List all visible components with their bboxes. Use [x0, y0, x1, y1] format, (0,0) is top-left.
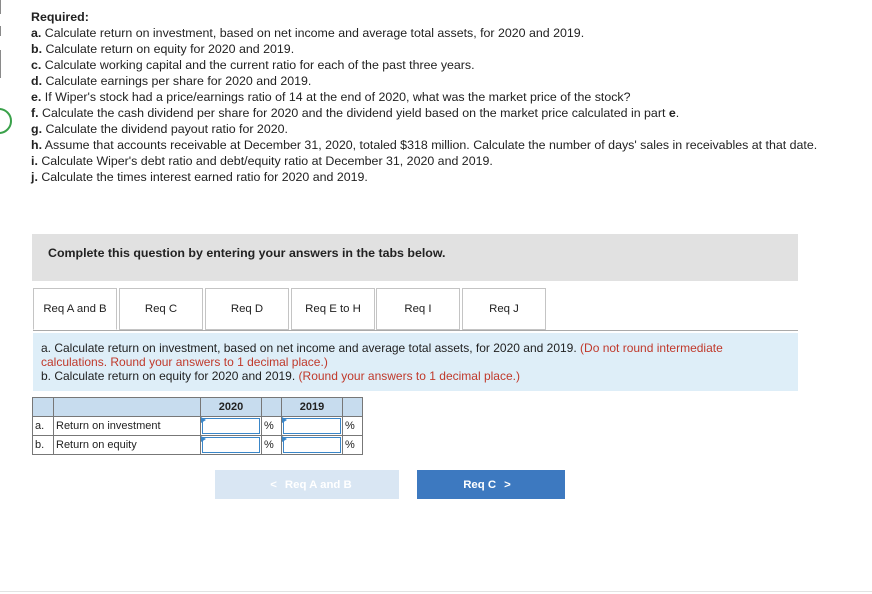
- tab-req-i[interactable]: Req I: [376, 288, 460, 330]
- progress-circle-icon: [0, 108, 12, 134]
- table-row: [33, 417, 363, 436]
- requirement-item: c. Calculate working capital and the current ratio for each of the past three years.: [31, 58, 475, 72]
- row-letter: b.: [33, 436, 54, 455]
- next-req-label: Req C: [463, 478, 497, 491]
- row-letter: a.: [33, 417, 54, 436]
- requirement-item: b. Calculate return on equity for 2020 and 2019.: [31, 42, 295, 56]
- col-header-2020: 2020: [201, 398, 262, 417]
- requirement-item: f. Calculate the cash dividend per share for 2020 and the dividend yield based on the market price calculated in part e.: [31, 106, 680, 120]
- bottom-divider: [0, 591, 872, 592]
- percent-unit: %: [262, 417, 282, 436]
- tab-req-j[interactable]: Req J: [462, 288, 546, 330]
- col-header-2019: 2019: [282, 398, 343, 417]
- tab-req-d[interactable]: Req D: [205, 288, 289, 330]
- prev-req-button[interactable]: [215, 470, 399, 499]
- question-instructions: [33, 333, 798, 391]
- banner-text: Complete this question by entering your answers in the tabs below.: [48, 246, 446, 260]
- row-label-return-on-investment: Return on investment: [54, 417, 201, 436]
- prev-req-label: Req A and B: [284, 478, 352, 491]
- roi-2019-input[interactable]: [282, 417, 343, 436]
- next-req-button[interactable]: [417, 470, 565, 499]
- roi-2020-input[interactable]: [201, 417, 262, 436]
- requirements-title: Required:: [31, 10, 89, 24]
- requirements-list: [31, 9, 869, 185]
- requirement-item: h. Assume that accounts receivable at December 31, 2020, totaled $318 million. Calculate the number of days' sales in receivables at that date.: [31, 138, 818, 152]
- requirement-item: g. Calculate the dividend payout ratio for 2020.: [31, 122, 288, 136]
- answer-grid: [32, 397, 363, 455]
- percent-unit: %: [343, 417, 363, 436]
- instruction-line-b: b. Calculate return on equity for 2020 and 2019. (Round your answers to 1 decimal place.): [41, 369, 520, 383]
- tab-req-e-to-h[interactable]: Req E to H: [291, 288, 375, 330]
- requirement-item: e. If Wiper's stock had a price/earnings ratio of 14 at the end of 2020, what was the market price of the stock?: [31, 90, 631, 104]
- requirement-item: j. Calculate the times interest earned ratio for 2020 and 2019.: [31, 170, 368, 184]
- chevron-right-icon: >: [504, 478, 511, 491]
- requirement-item: i. Calculate Wiper's debt ratio and debt/equity ratio at December 31, 2020 and 2019.: [31, 154, 493, 168]
- instructions-banner: [32, 234, 798, 281]
- roe-2020-input[interactable]: [201, 436, 262, 455]
- requirement-item: d. Calculate earnings per share for 2020 and 2019.: [31, 74, 312, 88]
- requirement-item: a. Calculate return on investment, based on net income and average total assets, for 2020 and 2019.: [31, 26, 585, 40]
- roe-2019-input[interactable]: [282, 436, 343, 455]
- row-label-return-on-equity: Return on equity: [54, 436, 201, 455]
- chevron-left-icon: <: [270, 478, 277, 491]
- tab-req-c[interactable]: Req C: [119, 288, 203, 330]
- instruction-line-a: a. Calculate return on investment, based on net income and average total assets, for 2020 and 2019. (Do not round intermediate calculations. Round your answers to 1 decimal place.): [41, 341, 723, 369]
- tab-divider: [33, 330, 798, 331]
- percent-unit: %: [262, 436, 282, 455]
- percent-unit: %: [343, 436, 363, 455]
- table-row: [33, 436, 363, 455]
- tab-req-a-and-b[interactable]: Req A and B: [33, 288, 117, 330]
- left-edge-divider: [0, 0, 5, 80]
